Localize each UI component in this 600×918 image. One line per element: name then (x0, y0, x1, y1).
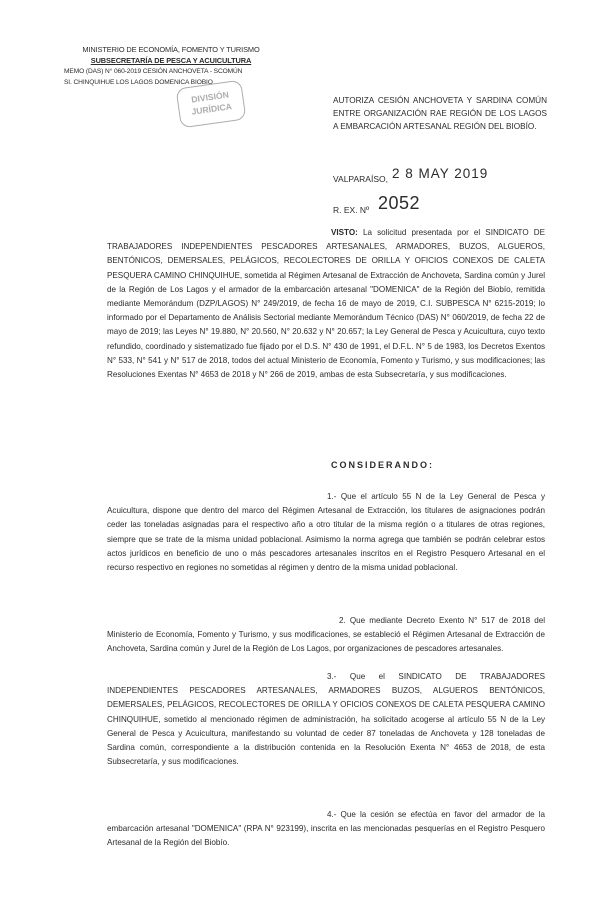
memo-subject: SI. CHINQUIHUE LOS LAGOS DOMENICA BIOBIO (64, 79, 213, 86)
paragraph-2-text: 2. Que mediante Decreto Exento N° 517 de 2018 del Ministerio de Economía, Fomento y Turismo, y sus modificaciones, se estableció el Régimen Artesanal de Extracción de Anchoveta, Sardina común y Jurel de la Región de Los Lagos, por organizaciones de pescadores artesanales. (107, 616, 545, 654)
rex-number: 2052 (378, 193, 421, 213)
subsecretaria-name: SUBSECRETARÍA DE PESCA Y ACUICULTURA (90, 56, 252, 65)
visto-label: VISTO: (331, 228, 358, 237)
considerando-paragraph-2 (107, 614, 545, 657)
paragraph-3-text: 3.- Que el SINDICATO DE TRABAJADORES INDEPENDIENTES PESCADORES ARTESANALES, ARMADORES BUZOS, ALGUEROS BENTÓNICOS, DEMERSALES, PELÁGICOS, RECOLECTORES DE ORILLA Y OFICIOS CONEXOS DE CALETA PESQUERA CAMINO CHINQUIHUE, sometido al mencionado régimen de administración, ha solicitado acogerse al artículo 55 N de la Ley General de Pesca y Acuicultura, manifestando su voluntad de ceder 87 toneladas de Anchoveta y 128 toneladas de Sardina común, correspondiente a la distribución contenida en la Resolución Exenta N° 4653 de 2018, de esta Subsecretaría, y sus modificaciones. (107, 672, 545, 767)
paragraph-1-text: 1.- Que el artículo 55 N de la Ley General de Pesca y Acuicultura, dispone que dentro del marco del Régimen Artesanal de Extracción, los titulares de asignaciones podrán ceder las toneladas asignadas para el respectivo año a otro titular de la misma región o a titulares de otras regiones, siempre que se trate de la misma unidad poblacional. Asimismo la norma agrega que también se podrán celebrar estos actos jurídicos en beneficio de uno o más pescadores artesanales inscritos en el Registro Pesquero Artesanal en el recurso respectivo en regiones no sometidas al régimen y dentro de la misma unidad poblacional. (107, 492, 545, 573)
memo-reference: MEMO (DAS) N° 060-2019 CESIÓN ANCHOVETA - SCOMÚN (64, 68, 243, 75)
rex-label: R. EX. Nº (333, 205, 370, 215)
place-label: VALPARAÍSO, (333, 174, 388, 184)
letterhead (56, 44, 286, 88)
resolution-title: AUTORIZA CESIÓN ANCHOVETA Y SARDINA COMÚN ENTRE ORGANIZACIÓN RAE REGIÓN DE LOS LAGOS A EMBARCACIÓN ARTESANAL REGIÓN DEL BIOBÍO. (333, 96, 547, 132)
stamp-line-2: JURÍDICA (190, 101, 233, 117)
visto-paragraph (107, 226, 545, 382)
visto-text: La solicitud presentada por el SINDICATO DE TRABAJADORES INDEPENDIENTES PESCADORES ARTESANALES, ARMADORES, BUZOS, ALGUEROS, BENTÓNICOS, DEMERSALES, PELÁGICOS, RECOLECTORES DE ORILLA Y OFICIOS CONEXOS DE CALETA PESQUERA CAMINO CHINQUIHUE, sometida al Régimen Artesanal de Extracción de Anchoveta, Sardina común y Jurel de la Región de Los Lagos y el armador de la embarcación artesanal "DOMENICA" de la Región del Biobío, remitida mediante Memorándum (DZP/LAGOS) N° 249/2019, de fecha 16 de mayo de 2019, C.I. SUBPESCA N° 6215-2019; lo informado por el Departamento de Análisis Sectorial mediante Memorándum Técnico (DAS) N° 060/2019, de fecha 22 de mayo de 2019; las Leyes N° 19.880, N° 20.560, N° 20.632 y N° 20.657; la Ley General de Pesca y Acuicultura, cuyo texto refundido, coordinado y sistematizado fue fijado por el D.S. N° 430 de 1991, el D.F.L. N° 5 de 1983, los Decretos Exentos N° 533, N° 541 y N° 517 de 2018, todos del actual Ministerio de Economía, Fomento y Turismo, y sus modificaciones; las Resoluciones Exentas N° 4653 de 2018 y N° 266 de 2019, ambas de esta Subsecretaría, y sus modificaciones. (107, 228, 545, 380)
considerando-paragraph-4 (107, 808, 545, 851)
stamp-line-1: DIVISIÓN (190, 89, 230, 105)
division-juridica-stamp (176, 80, 247, 129)
date-stamp: 2 8 MAY 2019 (392, 166, 489, 181)
considerando-paragraph-3 (107, 670, 545, 769)
paragraph-4-text: 4.- Que la cesión se efectúa en favor del armador de la embarcación artesanal "DOMENICA" (RPA N° 923199), inscrita en las mencionadas pesquerías en el Registro Pesquero Artesanal de la Región del Biobío. (107, 810, 545, 848)
considerando-heading: CONSIDERANDO: (331, 460, 435, 470)
ministry-name: MINISTERIO DE ECONOMÍA, FOMENTO Y TURISMO (82, 45, 260, 54)
considerando-paragraph-1 (107, 490, 545, 575)
